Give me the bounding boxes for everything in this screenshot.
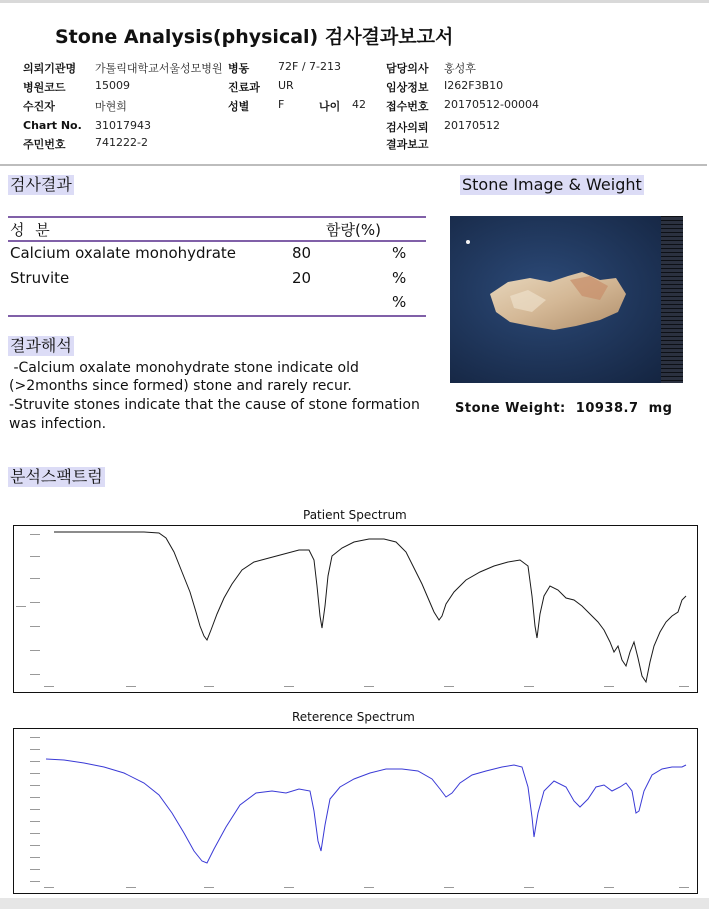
stone-weight-unit: mg — [648, 401, 673, 416]
stone-weight-value: 10938.7 — [575, 401, 639, 416]
receipt-label: 접수번호 — [386, 100, 429, 113]
doctor-value: 홍성후 — [444, 62, 476, 75]
stone-photo — [450, 216, 683, 383]
interpretation-line-2: (>2months since formed) stone and rarely recur. — [9, 378, 352, 394]
patient-axis-ticks — [16, 534, 689, 687]
interpretation-line-4: was infection. — [9, 416, 107, 432]
reference-spectrum-line — [46, 759, 686, 863]
receipt-value: 20170512-00004 — [444, 98, 539, 111]
patient-spectrum-line — [54, 532, 686, 682]
stone-image — [450, 216, 683, 383]
chart-label: Chart No. — [23, 119, 82, 132]
resident-label: 주민번호 — [23, 138, 66, 151]
results-top-rule — [8, 216, 426, 218]
result-row-3-unit: % — [392, 293, 407, 311]
hospital-code-label: 병원코드 — [23, 81, 66, 94]
top-bar — [0, 0, 709, 3]
interpretation-line-3: -Struvite stones indicate that the cause of stone formation — [9, 397, 420, 413]
clinical-label: 임상정보 — [386, 81, 429, 94]
ward-label: 병동 — [228, 62, 250, 75]
sex-value: F — [278, 98, 285, 111]
results-section-title: 검사결과 — [10, 175, 72, 194]
reference-spectrum-chart — [14, 729, 697, 893]
institution-value: 가톨릭대학교서울성모병원 — [95, 62, 223, 75]
result-row-2-value: 20 — [292, 269, 312, 287]
stone-weight — [455, 401, 672, 416]
reference-spectrum-plot — [13, 728, 698, 894]
resident-value: 741222-2 — [95, 136, 148, 149]
ward-value: 72F / 7-213 — [278, 60, 341, 73]
reference-axis-ticks — [30, 737, 689, 888]
results-header-rule — [8, 240, 426, 242]
result-row-2-unit: % — [392, 269, 407, 287]
institution-label: 의뢰기관명 — [23, 62, 77, 75]
age-label: 나이 — [319, 100, 341, 113]
age-value: 42 — [352, 98, 366, 111]
sex-label: 성별 — [228, 100, 250, 113]
request-value: 20170512 — [444, 119, 500, 132]
doctor-label: 담당의사 — [386, 62, 429, 75]
reference-spectrum-title: Reterence Spectrum — [292, 710, 415, 724]
request-label: 검사의뢰 — [386, 121, 429, 134]
department-label: 진료과 — [228, 81, 260, 94]
stone-weight-label: Stone Weight: — [455, 401, 566, 416]
patient-spectrum-plot — [13, 525, 698, 693]
stone-section-title: Stone Image & Weight — [462, 175, 642, 194]
patient-label: 수진자 — [23, 100, 55, 113]
patient-spectrum-chart — [14, 526, 697, 692]
clinical-value: I262F3B10 — [444, 79, 504, 92]
report-title: Stone Analysis(physical) 검사결과보고서 — [55, 26, 454, 48]
result-row-1-value: 80 — [292, 244, 312, 262]
chart-value: 31017943 — [95, 119, 151, 132]
bottom-bar — [0, 898, 709, 909]
component-column-header: 성 분 — [10, 221, 53, 239]
results-bottom-rule — [8, 315, 426, 317]
interpretation-section-title: 결과해석 — [10, 336, 72, 355]
hospital-code-value: 15009 — [95, 79, 130, 92]
patient-spectrum-title: Patient Spectrum — [303, 508, 407, 522]
content-column-header: 함량(%) — [326, 221, 381, 239]
result-row-2-name: Struvite — [10, 269, 70, 287]
department-value: UR — [278, 79, 294, 92]
scale-ruler — [661, 216, 683, 383]
result-row-1-unit: % — [392, 244, 407, 262]
result-row-1-name: Calcium oxalate monohydrate — [10, 244, 237, 262]
interpretation-line-1: -Calcium oxalate monohydrate stone indicate old — [9, 360, 359, 376]
spectrum-section-title: 분석스팩트럼 — [10, 467, 103, 486]
report-label: 결과보고 — [386, 138, 429, 151]
patient-value: 마현희 — [95, 100, 127, 113]
